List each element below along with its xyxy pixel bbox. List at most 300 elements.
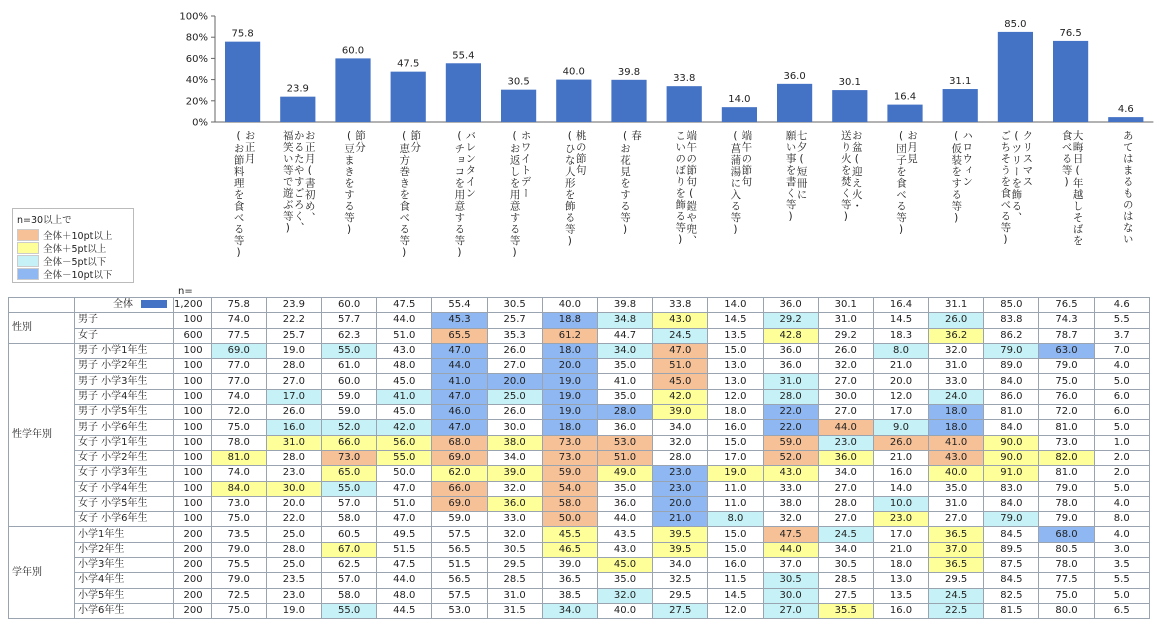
table-cell: 56.0 xyxy=(377,435,432,450)
table-cell: 20.0 xyxy=(873,374,928,389)
table-cell: 44.0 xyxy=(432,359,487,374)
table-cell: 29.2 xyxy=(818,328,873,343)
table-cell: 79.0 xyxy=(211,542,266,557)
table-cell: 35.0 xyxy=(597,573,652,588)
category-label: お正月(書初め、 かるたやすごろく、 福笑い等で遊ぶ等) xyxy=(281,130,316,235)
table-cell: 31.0 xyxy=(929,496,984,511)
table-cell: 37.0 xyxy=(929,542,984,557)
table-cell: 39.8 xyxy=(597,298,652,313)
row-n: 100 xyxy=(174,374,212,389)
table-cell: 44.0 xyxy=(597,512,652,527)
row-n: 200 xyxy=(174,527,212,542)
table-cell: 22.0 xyxy=(763,420,818,435)
table-cell: 5.0 xyxy=(1094,420,1149,435)
row-n: 100 xyxy=(174,435,212,450)
table-cell: 52.0 xyxy=(322,420,377,435)
table-cell: 91.0 xyxy=(984,466,1039,481)
table-cell: 27.0 xyxy=(818,512,873,527)
table-row xyxy=(9,389,1150,404)
table-row xyxy=(9,527,1150,542)
bar-value-label: 16.4 xyxy=(893,91,917,103)
table-cell: 74.0 xyxy=(211,389,266,404)
table-cell: 35.3 xyxy=(487,328,542,343)
table-cell: 30.0 xyxy=(763,588,818,603)
table-cell: 47.5 xyxy=(763,527,818,542)
table-cell: 28.0 xyxy=(266,359,321,374)
legend-label: 全体＋10pt以上 xyxy=(43,230,113,242)
table-cell: 13.0 xyxy=(708,374,763,389)
table-cell: 58.0 xyxy=(542,496,597,511)
bar-value-label: 40.0 xyxy=(562,66,585,78)
table-cell: 90.0 xyxy=(984,450,1039,465)
table-cell: 11.5 xyxy=(708,573,763,588)
table-cell: 30.1 xyxy=(818,298,873,313)
table-cell: 45.0 xyxy=(377,405,432,420)
bar-value-label: 30.1 xyxy=(838,77,861,89)
table-cell: 5.0 xyxy=(1094,588,1149,603)
row-label: 小学6年生 xyxy=(75,603,174,618)
bar xyxy=(391,72,426,122)
row-n: 100 xyxy=(174,466,212,481)
table-cell: 36.0 xyxy=(487,496,542,511)
row-n: 100 xyxy=(174,313,212,328)
table-cell: 72.0 xyxy=(211,405,266,420)
table-cell: 42.0 xyxy=(653,389,708,404)
table-cell: 68.0 xyxy=(432,435,487,450)
table-cell: 84.0 xyxy=(984,420,1039,435)
table-cell: 34.0 xyxy=(653,420,708,435)
table-cell: 55.0 xyxy=(322,481,377,496)
table-cell: 26.0 xyxy=(487,405,542,420)
row-n: 100 xyxy=(174,420,212,435)
table-cell: 81.5 xyxy=(984,603,1039,618)
row-label: 女子 小学4年生 xyxy=(75,481,174,496)
table-cell: 16.0 xyxy=(708,420,763,435)
category-label: 春 (お花見をする等) xyxy=(619,130,642,237)
table-cell: 45.0 xyxy=(377,374,432,389)
table-cell: 20.0 xyxy=(542,359,597,374)
table-cell: 9.0 xyxy=(873,420,928,435)
table-cell: 8.0 xyxy=(873,343,928,358)
table-cell: 41.0 xyxy=(432,374,487,389)
table-cell: 54.0 xyxy=(542,481,597,496)
table-cell: 73.0 xyxy=(211,496,266,511)
table-cell: 40.0 xyxy=(597,603,652,618)
table-row xyxy=(9,496,1150,511)
table-cell: 75.8 xyxy=(211,298,266,313)
bar-value-label: 85.0 xyxy=(1004,18,1027,30)
table-cell: 51.5 xyxy=(432,558,487,573)
table-cell: 55.4 xyxy=(432,298,487,313)
table-row xyxy=(9,542,1150,557)
table-cell: 52.0 xyxy=(763,450,818,465)
row-label: 女子 xyxy=(75,328,174,343)
table-row xyxy=(9,481,1150,496)
table-cell: 59.0 xyxy=(322,405,377,420)
table-cell: 51.0 xyxy=(653,359,708,374)
table-cell: 40.0 xyxy=(542,298,597,313)
table-cell: 61.0 xyxy=(322,359,377,374)
table-cell: 78.0 xyxy=(1039,496,1094,511)
row-n: 600 xyxy=(174,328,212,343)
table-cell: 68.0 xyxy=(1039,527,1094,542)
table-cell: 77.5 xyxy=(211,328,266,343)
table-cell: 16.4 xyxy=(873,298,928,313)
table-cell: 43.0 xyxy=(653,313,708,328)
table-cell: 12.0 xyxy=(708,603,763,618)
table-cell: 36.0 xyxy=(763,298,818,313)
row-n: 100 xyxy=(174,481,212,496)
table-row xyxy=(9,512,1150,527)
table-cell: 18.3 xyxy=(873,328,928,343)
table-cell: 86.2 xyxy=(984,328,1039,343)
table-cell: 43.0 xyxy=(929,450,984,465)
table-row xyxy=(9,359,1150,374)
table-cell: 6.0 xyxy=(1094,405,1149,420)
table-cell: 32.0 xyxy=(653,435,708,450)
table-cell: 20.0 xyxy=(653,496,708,511)
table-cell: 83.8 xyxy=(984,313,1039,328)
legend-item xyxy=(17,267,129,280)
table-cell: 85.0 xyxy=(984,298,1039,313)
table-cell: 84.0 xyxy=(984,496,1039,511)
table-cell: 69.0 xyxy=(432,496,487,511)
table-cell: 60.5 xyxy=(322,527,377,542)
table-cell: 90.0 xyxy=(984,435,1039,450)
bar xyxy=(280,97,315,122)
table-cell: 23.0 xyxy=(653,466,708,481)
table-cell: 16.0 xyxy=(266,420,321,435)
table-cell: 27.5 xyxy=(818,588,873,603)
table-cell: 35.5 xyxy=(818,603,873,618)
row-label: 女子 小学6年生 xyxy=(75,512,174,527)
table-row-total xyxy=(9,298,1150,313)
table-cell: 25.7 xyxy=(487,313,542,328)
table-cell: 62.3 xyxy=(322,328,377,343)
table-cell: 16.0 xyxy=(873,603,928,618)
table-cell: 53.0 xyxy=(597,435,652,450)
table-cell: 18.0 xyxy=(708,405,763,420)
row-n: 100 xyxy=(174,512,212,527)
category-label: お正月 (お節料理を食べる等) xyxy=(232,130,256,260)
table-cell: 31.1 xyxy=(929,298,984,313)
bar-value-label: 31.1 xyxy=(949,76,972,88)
table-cell: 79.0 xyxy=(1039,359,1094,374)
table-cell: 73.5 xyxy=(211,527,266,542)
row-n: 200 xyxy=(174,558,212,573)
table-cell: 62.0 xyxy=(432,466,487,481)
table-cell: 27.5 xyxy=(653,603,708,618)
table-cell: 32.0 xyxy=(818,359,873,374)
table-cell: 28.0 xyxy=(653,450,708,465)
table-cell: 19.0 xyxy=(542,389,597,404)
table-cell: 25.7 xyxy=(266,328,321,343)
table-cell: 31.0 xyxy=(266,435,321,450)
table-cell: 14.0 xyxy=(873,481,928,496)
row-label xyxy=(75,298,174,313)
table-cell: 73.0 xyxy=(542,435,597,450)
table-cell: 18.0 xyxy=(542,420,597,435)
table-cell: 35.0 xyxy=(597,481,652,496)
table-cell: 34.0 xyxy=(487,450,542,465)
bar xyxy=(611,80,646,122)
table-cell: 45.0 xyxy=(653,374,708,389)
table-cell: 34.0 xyxy=(542,603,597,618)
table-cell: 25.0 xyxy=(266,527,321,542)
row-n: 100 xyxy=(174,343,212,358)
table-cell: 15.0 xyxy=(708,542,763,557)
table-cell: 72.0 xyxy=(1039,405,1094,420)
table-cell: 24.0 xyxy=(929,389,984,404)
y-tick-label: 80% xyxy=(185,32,208,44)
table-cell: 80.5 xyxy=(1039,542,1094,557)
table-cell: 13.0 xyxy=(873,573,928,588)
row-label: 小学4年生 xyxy=(75,573,174,588)
table-cell: 89.5 xyxy=(984,542,1039,557)
table-cell: 31.0 xyxy=(818,313,873,328)
table-cell: 78.7 xyxy=(1039,328,1094,343)
table-cell: 30.0 xyxy=(818,389,873,404)
table-cell: 84.0 xyxy=(211,481,266,496)
table-cell: 48.0 xyxy=(377,588,432,603)
table-cell: 30.0 xyxy=(266,481,321,496)
row-label-text: 全体 xyxy=(113,299,133,311)
table-cell: 43.0 xyxy=(377,343,432,358)
table-cell: 43.0 xyxy=(763,466,818,481)
table-cell: 19.0 xyxy=(266,603,321,618)
table-cell: 12.0 xyxy=(873,389,928,404)
table-cell: 69.0 xyxy=(211,343,266,358)
table-row xyxy=(9,450,1150,465)
table-cell: 31.0 xyxy=(487,588,542,603)
table-row xyxy=(9,573,1150,588)
table-cell: 13.0 xyxy=(708,359,763,374)
table-cell: 63.0 xyxy=(1039,343,1094,358)
total-series-swatch xyxy=(141,300,167,308)
table-cell: 35.0 xyxy=(597,389,652,404)
table-cell: 34.8 xyxy=(597,313,652,328)
table-cell: 49.0 xyxy=(597,466,652,481)
category-label: 大晦日(年越しそばを 食べる等) xyxy=(1060,130,1084,247)
category-label: 端午の節句(鎧や兜、 こいのぼりを飾る等) xyxy=(674,130,698,247)
bar-value-label: 39.8 xyxy=(617,66,641,78)
table-cell: 22.2 xyxy=(266,313,321,328)
table-cell: 22.5 xyxy=(929,603,984,618)
table-row xyxy=(9,374,1150,389)
legend-label: 全体－5pt以下 xyxy=(43,256,107,268)
row-label: 小学2年生 xyxy=(75,542,174,557)
legend-title: n=30以上で xyxy=(17,215,72,226)
table-cell: 67.0 xyxy=(322,542,377,557)
table-cell: 30.5 xyxy=(818,558,873,573)
row-label: 男子 小学2年生 xyxy=(75,359,174,374)
table-cell: 62.5 xyxy=(322,558,377,573)
table-row xyxy=(9,466,1150,481)
group-label: 性学年別 xyxy=(9,343,75,527)
table-cell: 7.0 xyxy=(1094,343,1149,358)
bar xyxy=(777,84,812,122)
row-label: 男子 小学5年生 xyxy=(75,405,174,420)
table-cell: 41.0 xyxy=(929,435,984,450)
table-cell: 3.0 xyxy=(1094,542,1149,557)
table-cell: 23.0 xyxy=(653,481,708,496)
table-cell: 35.0 xyxy=(929,481,984,496)
table-cell: 22.0 xyxy=(763,405,818,420)
legend-item xyxy=(17,254,129,267)
category-label: 節分 (恵方巻きを食べる等) xyxy=(398,130,422,260)
table-cell: 33.8 xyxy=(653,298,708,313)
table-cell: 17.0 xyxy=(873,405,928,420)
y-tick-label: 40% xyxy=(185,75,208,87)
table-cell: 41.0 xyxy=(597,374,652,389)
table-cell: 59.0 xyxy=(432,512,487,527)
table-cell: 47.0 xyxy=(377,481,432,496)
table-cell: 58.0 xyxy=(322,588,377,603)
table-cell: 32.5 xyxy=(653,573,708,588)
table-cell: 66.0 xyxy=(432,481,487,496)
table-cell: 23.0 xyxy=(818,435,873,450)
table-cell: 82.0 xyxy=(1039,450,1094,465)
table-cell: 4.0 xyxy=(1094,496,1149,511)
table-cell: 34.0 xyxy=(818,542,873,557)
table-cell: 79.0 xyxy=(1039,481,1094,496)
table-cell: 25.0 xyxy=(487,389,542,404)
table-cell: 55.0 xyxy=(322,343,377,358)
table-cell: 47.0 xyxy=(653,343,708,358)
table-cell: 10.0 xyxy=(873,496,928,511)
table-cell: 20.0 xyxy=(266,496,321,511)
table-cell: 73.0 xyxy=(1039,435,1094,450)
table-cell: 13.5 xyxy=(873,588,928,603)
table-cell: 42.0 xyxy=(377,420,432,435)
table-cell: 4.0 xyxy=(1094,527,1149,542)
legend-item xyxy=(17,241,129,254)
bar-value-label: 36.0 xyxy=(783,70,806,82)
row-label: 小学3年生 xyxy=(75,558,174,573)
table-cell: 74.3 xyxy=(1039,313,1094,328)
table-cell: 23.0 xyxy=(266,588,321,603)
table-cell: 47.5 xyxy=(377,298,432,313)
bar-value-label: 33.8 xyxy=(673,73,696,85)
table-cell: 18.0 xyxy=(873,558,928,573)
table-cell: 47.5 xyxy=(377,558,432,573)
bar-value-label: 55.4 xyxy=(452,50,475,62)
table-cell: 61.2 xyxy=(542,328,597,343)
table-cell: 53.0 xyxy=(432,603,487,618)
table-cell: 32.0 xyxy=(487,527,542,542)
table-cell: 18.0 xyxy=(929,405,984,420)
bar xyxy=(225,42,260,122)
table-cell: 79.0 xyxy=(984,512,1039,527)
row-label: 女子 小学5年生 xyxy=(75,496,174,511)
table-cell: 31.0 xyxy=(763,374,818,389)
table-cell: 14.5 xyxy=(708,313,763,328)
table-cell: 76.0 xyxy=(1039,389,1094,404)
table-cell: 45.0 xyxy=(597,558,652,573)
table-row xyxy=(9,558,1150,573)
table-cell: 18.0 xyxy=(542,343,597,358)
table-cell: 30.0 xyxy=(487,420,542,435)
table-cell: 60.0 xyxy=(322,298,377,313)
table-cell: 27.0 xyxy=(818,481,873,496)
table-cell: 19.0 xyxy=(542,374,597,389)
table-cell: 78.0 xyxy=(211,435,266,450)
table-cell: 36.0 xyxy=(763,359,818,374)
table-cell: 32.0 xyxy=(487,481,542,496)
table-cell: 41.0 xyxy=(377,389,432,404)
table-cell: 78.0 xyxy=(1039,558,1094,573)
table-cell: 74.0 xyxy=(211,313,266,328)
table-cell: 17.0 xyxy=(873,527,928,542)
category-label: あてはまるものはない xyxy=(1121,130,1134,245)
table-cell: 45.3 xyxy=(432,313,487,328)
table-cell: 24.5 xyxy=(929,588,984,603)
table-cell: 36.0 xyxy=(763,343,818,358)
table-cell: 43.5 xyxy=(597,527,652,542)
table-cell: 50.0 xyxy=(377,466,432,481)
table-cell: 29.5 xyxy=(487,558,542,573)
category-label: バレンタイン (チョコを用意する等) xyxy=(453,130,477,260)
table-cell: 20.0 xyxy=(487,374,542,389)
table-cell: 46.0 xyxy=(432,405,487,420)
table-cell: 57.5 xyxy=(432,527,487,542)
table-cell: 30.5 xyxy=(487,542,542,557)
legend-label: 全体＋5pt以上 xyxy=(43,243,107,255)
table-cell: 26.0 xyxy=(873,435,928,450)
y-tick-label: 20% xyxy=(185,96,208,108)
table-cell: 26.0 xyxy=(929,313,984,328)
table-cell: 1.0 xyxy=(1094,435,1149,450)
table-cell: 15.0 xyxy=(708,343,763,358)
table-cell: 79.0 xyxy=(1039,512,1094,527)
table-cell: 39.5 xyxy=(653,527,708,542)
table-cell: 27.0 xyxy=(266,374,321,389)
table-cell: 83.0 xyxy=(984,481,1039,496)
table-cell: 33.0 xyxy=(763,481,818,496)
table-cell: 13.5 xyxy=(708,328,763,343)
row-label: 男子 xyxy=(75,313,174,328)
table-cell: 75.5 xyxy=(211,558,266,573)
table-cell: 34.0 xyxy=(818,466,873,481)
table-cell: 51.0 xyxy=(597,450,652,465)
table-cell: 73.0 xyxy=(322,450,377,465)
table-cell: 51.0 xyxy=(377,496,432,511)
table-cell: 47.0 xyxy=(432,389,487,404)
table-cell: 28.0 xyxy=(763,389,818,404)
table-cell: 23.5 xyxy=(266,573,321,588)
table-cell: 28.0 xyxy=(266,450,321,465)
category-label: お月見 (団子を食べる等) xyxy=(895,130,918,237)
table-cell: 3.5 xyxy=(1094,558,1149,573)
table-cell: 76.5 xyxy=(1039,298,1094,313)
table-row xyxy=(9,405,1150,420)
table-cell: 55.0 xyxy=(377,450,432,465)
table-cell: 84.0 xyxy=(984,374,1039,389)
table-cell: 24.5 xyxy=(653,328,708,343)
bar-chart xyxy=(0,0,1167,130)
table-cell: 86.0 xyxy=(984,389,1039,404)
row-n: 100 xyxy=(174,496,212,511)
table-cell: 44.0 xyxy=(763,542,818,557)
row-n: 100 xyxy=(174,405,212,420)
table-cell: 36.0 xyxy=(818,450,873,465)
table-cell: 31.0 xyxy=(929,359,984,374)
table-cell: 57.0 xyxy=(322,496,377,511)
table-cell: 19.0 xyxy=(266,343,321,358)
table-cell: 18.0 xyxy=(929,420,984,435)
table-cell: 16.0 xyxy=(873,466,928,481)
table-cell: 81.0 xyxy=(984,405,1039,420)
